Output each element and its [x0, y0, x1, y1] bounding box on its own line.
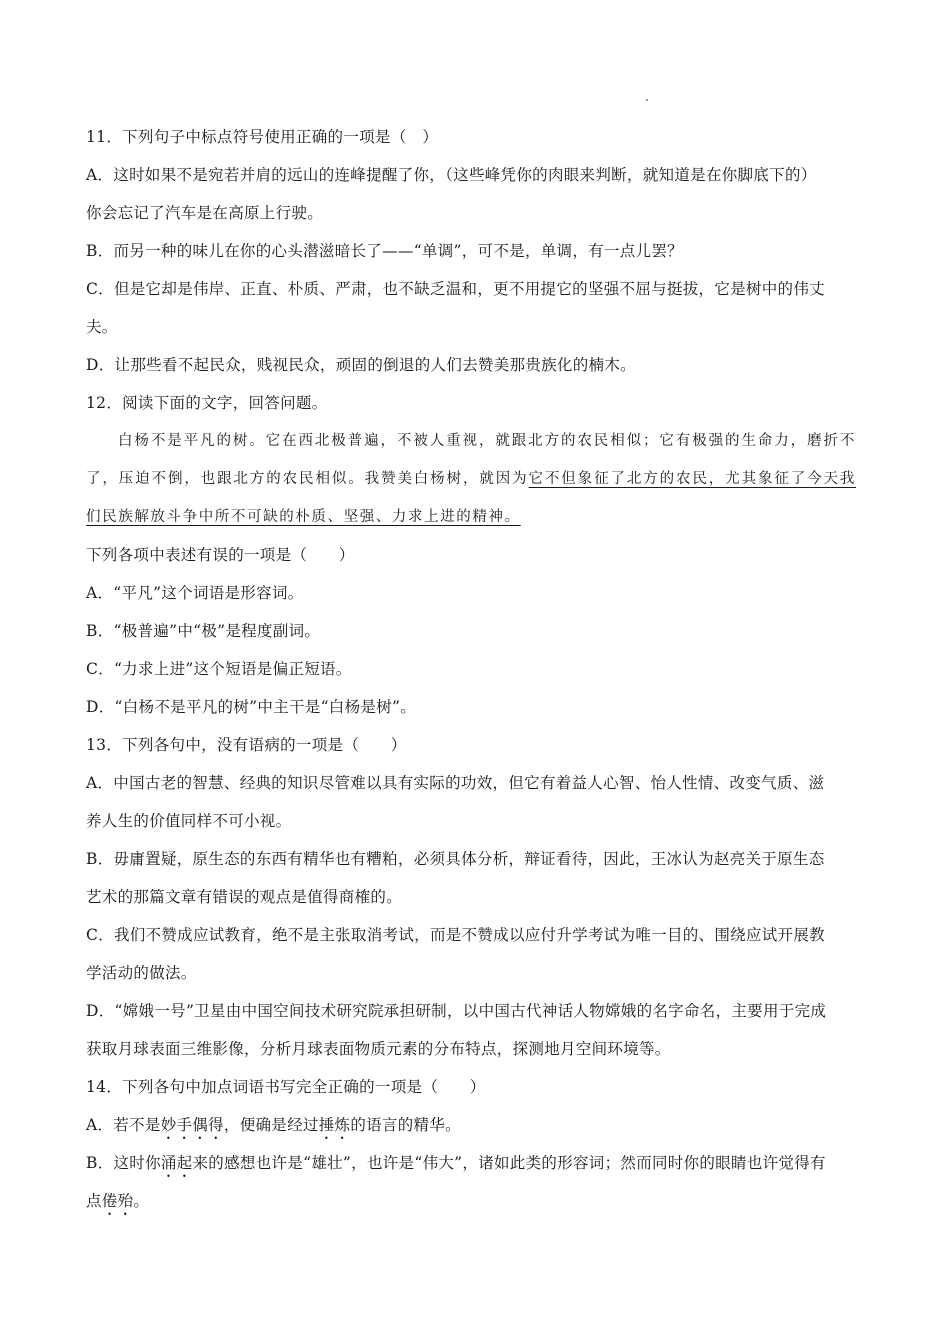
q13-option-d-line1: D．“嫦娥一号”卫星由中国空间技术研究院承担研制，以中国古代神话人物嫦娥的名字命名，主要用于完成 — [86, 1002, 827, 1020]
q13-option-b-line1: B．毋庸置疑，原生态的东西有精华也有糟粕，必须具体分析，辩证看待，因此，王冰认为赵亮关于原生态 — [86, 850, 825, 868]
q14-option-a — [86, 1106, 866, 1144]
q11-option-b: B．而另一种的味儿在你的心头潜滋暗长了——“单调”，可不是，单调，有一点儿罢？ — [86, 242, 683, 260]
q14-b-dotted-word-2: 倦殆 — [101, 1192, 134, 1210]
q12-option-c: C．“力求上进”这个短语是偏正短语。 — [86, 660, 352, 678]
q12-option-a: A．“平凡”这个词语是形容词。 — [86, 584, 304, 602]
q11-stem: 11．下列句子中标点符号使用正确的一项是（ ） — [86, 128, 439, 146]
q12-passage-text: 白杨不是平凡的树。它在西北极普遍，不被人重视，就跟北方的农民相似；它有极强的生命力，磨折不了，压迫不倒，也跟北方的农民相似。我赞美白杨树，就因为 — [86, 433, 856, 487]
q14-a-text-post: 的语言的精华。 — [350, 1116, 461, 1134]
q11-option-c-line1: C．但是它却是伟岸、正直、朴质、严肃，也不缺乏温和，更不用提它的坚强不屈与挺拔，它是树中的伟丈 — [86, 280, 825, 298]
q11-option-c-line2: 夫。 — [86, 318, 118, 336]
q14-option-b-line1 — [86, 1144, 866, 1182]
q13-option-b-line2: 艺术的那篇文章有错误的观点是值得商榷的。 — [86, 888, 403, 906]
q14-a-dotted-word-1: 妙手偶得 — [160, 1116, 224, 1134]
q14-a-text-pre: A．若不是 — [86, 1116, 161, 1134]
q11-option-d: D．让那些看不起民众，贱视民众，顽固的倒退的人们去赞美那贵族化的楠木。 — [86, 356, 636, 374]
q14-b-text-pre: B．这时你 — [86, 1154, 161, 1172]
q13-stem: 13．下列各句中，没有语病的一项是（ ） — [86, 736, 407, 754]
q13-option-a-line2: 养人生的价值同样不可小视。 — [86, 812, 292, 830]
q12-passage — [86, 422, 856, 536]
q12-option-d: D．“白杨不是平凡的树”中主干是“白杨是树”。 — [86, 698, 417, 716]
q12-stem: 12．阅读下面的文字，回答问题。 — [86, 394, 328, 412]
q13-option-c-line2: 学活动的做法。 — [86, 964, 197, 982]
q13-option-c-line1: C．我们不赞成应试教育，绝不是主张取消考试，而是不赞成以应付升学考试为唯一目的、围绕应试开展教 — [86, 926, 825, 944]
q11-option-a-line1: A．这时如果不是宛若并肩的远山的连峰提醒了你，（这些峰凭你的肉眼来判断，就知道是在你脚底下的） — [86, 166, 817, 184]
q12-option-b: B．“极普遍”中“极”是程度副词。 — [86, 622, 321, 640]
q14-b-dotted-word-1: 涌起 — [160, 1154, 193, 1172]
q12-question: 下列各项中表述有误的一项是（ ） — [86, 546, 355, 564]
q12-passage-underlined: 它不但象征了北方的农民，尤其象征了今天我们民族解放斗争中所不可缺的朴质、坚强、力求上进的精神。 — [86, 471, 857, 525]
q14-option-b-line2 — [86, 1182, 866, 1220]
scan-speck — [646, 99, 648, 101]
q14-a-text-mid: ，便确是经过 — [223, 1116, 319, 1134]
q14-b-text-mid: 来的感想也许是“雄壮”，也许是“伟大”，诸如此类的形容词；然而同时你的眼睛也许觉得有 — [192, 1154, 826, 1172]
q11-option-a-line2: 你会忘记了汽车是在高原上行驶。 — [86, 204, 324, 222]
q14-a-dotted-word-2: 捶炼 — [318, 1116, 351, 1134]
question-content — [86, 118, 866, 1220]
q13-option-a-line1: A．中国古老的智慧、经典的知识尽管难以具有实际的功效，但它有着益人心智、怡人性情、改变气质、滋 — [86, 774, 825, 792]
q14-b2-text-post: 。 — [133, 1192, 150, 1210]
q13-option-d-line2: 获取月球表面三维影像，分析月球表面物质元素的分布特点，探测地月空间环境等。 — [86, 1040, 671, 1058]
q14-b2-text-pre: 点 — [86, 1192, 102, 1210]
q14-stem: 14．下列各句中加点词语书写完全正确的一项是（ ） — [86, 1078, 486, 1096]
